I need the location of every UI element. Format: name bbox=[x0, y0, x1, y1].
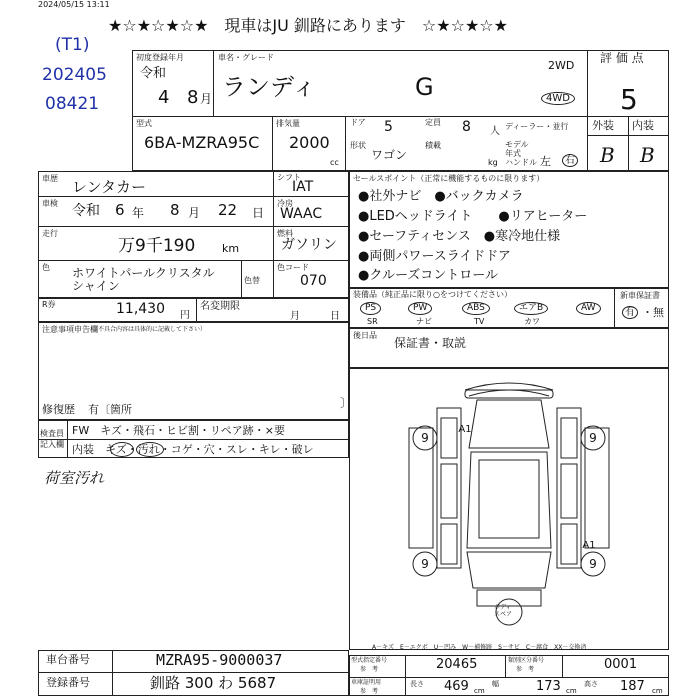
equipment-title: 装備品（純正品に限り○をつけてください） bbox=[353, 290, 512, 299]
first-reg-year: 4 bbox=[158, 87, 170, 108]
equip-airbag: エアB bbox=[514, 302, 548, 315]
mileage-unit: km bbox=[222, 242, 240, 255]
fuel-label: 燃料 bbox=[277, 229, 293, 238]
damage-legend: A－キズ E－エクボ U－凹み W－補修跡 S－サビ C－腐食 XX－交換済 bbox=[372, 644, 587, 651]
body-shape: ワゴン bbox=[371, 148, 408, 162]
interior-checklist: 内装 キズ・汚れ・コゲ・穴・スレ・キレ・破レ bbox=[72, 443, 314, 456]
recycle-label: R券 bbox=[42, 300, 56, 309]
capacity: 8 bbox=[462, 119, 471, 135]
cert-label: 車庫証明用 bbox=[351, 679, 382, 686]
chassis-number: MZRA95-9000037 bbox=[156, 651, 283, 669]
body-color: ホワイトパールクリスタル シャイン bbox=[72, 266, 215, 293]
model-code: 6BA-MZRA95C bbox=[144, 133, 260, 152]
repair-history-label: 修復歴 bbox=[42, 403, 75, 416]
stain-circle bbox=[136, 442, 164, 457]
color-code: 070 bbox=[300, 273, 327, 289]
warranty-yes: 有 bbox=[622, 306, 638, 319]
length-unit: cm bbox=[474, 687, 485, 695]
shift-label: シフト bbox=[277, 173, 301, 182]
loading-label: 積載 bbox=[425, 141, 441, 150]
name-change-day: 日 bbox=[330, 311, 340, 322]
registration-label: 登録番号 bbox=[46, 676, 90, 689]
warranty-no: ・無 bbox=[642, 306, 664, 319]
width: 173 bbox=[536, 679, 561, 694]
length-label: 長さ bbox=[410, 680, 424, 688]
drive-4wd: 4WD bbox=[541, 92, 575, 105]
fw-checklist: FW キズ・飛石・ヒビ割・リペア跡・×要 bbox=[72, 424, 285, 437]
inspector-label-2: 記入欄 bbox=[40, 440, 64, 449]
inspector-label-1: 検査員 bbox=[40, 429, 64, 438]
name-change-month: 月 bbox=[290, 311, 300, 322]
color-label: 色 bbox=[42, 263, 50, 272]
height-label: 高さ bbox=[584, 680, 598, 688]
name-change-label: 名変期限 bbox=[200, 301, 240, 312]
vehicle-history: レンタカー bbox=[72, 178, 147, 196]
sales-points-title: セールスポイント（正常に機能するものに限ります） bbox=[353, 174, 545, 183]
first-reg-label: 初度登録年月 bbox=[136, 53, 184, 62]
history-label: 車歴 bbox=[42, 174, 58, 183]
equip-navi: ナビ bbox=[416, 317, 432, 326]
handwritten-note: 荷室汚れ bbox=[44, 469, 105, 487]
air-conditioning: WAAC bbox=[280, 206, 323, 222]
dealer-label: ディーラー・並行 bbox=[505, 122, 569, 131]
type-number: 20465 bbox=[436, 657, 478, 672]
recycle-row bbox=[38, 298, 349, 322]
remarks-box bbox=[38, 322, 349, 420]
chassis-label: 車台番号 bbox=[46, 653, 90, 666]
cc-unit: cc bbox=[330, 158, 339, 167]
inspection-year: 6 bbox=[115, 201, 125, 219]
inspection-day-unit: 日 bbox=[252, 206, 265, 220]
shift: IAT bbox=[292, 179, 314, 195]
warranty-label: 新車保証書 bbox=[620, 291, 660, 300]
length: 469 bbox=[444, 679, 469, 694]
location-banner: ★☆★☆★☆★ 現車はJU 釧路にあります ☆★☆★☆★ bbox=[108, 16, 508, 35]
shape-label: 形状 bbox=[350, 141, 366, 150]
inspection-day: 22 bbox=[218, 201, 238, 219]
equip-tv: TV bbox=[474, 317, 485, 326]
class-number-label: 類別区分番号 bbox=[508, 657, 545, 664]
lot-number-line1: 202405 bbox=[42, 65, 107, 85]
handle-label: ハンドル bbox=[505, 158, 537, 167]
handle-right: 右 bbox=[562, 154, 578, 167]
mileage: 万9千190 bbox=[118, 236, 196, 256]
sales-point-3: ●セーフティセンス ●寒冷地仕様 bbox=[358, 229, 561, 244]
displacement-label: 排気量 bbox=[276, 119, 300, 128]
ac-label: 冷房 bbox=[277, 199, 293, 208]
capacity-unit: 人 bbox=[490, 126, 500, 137]
interior-label: 内装 bbox=[632, 119, 654, 132]
width-label: 幅 bbox=[492, 680, 499, 688]
first-reg-month: 8 bbox=[187, 87, 199, 108]
exterior-grade: B bbox=[600, 143, 615, 167]
remarks-sub: （不具合内容は具体的に記載して下さい） bbox=[92, 326, 207, 333]
wheel-mark-front-left: 9 bbox=[421, 431, 429, 445]
overall-score: 5 bbox=[620, 83, 638, 116]
inspection-label: 車検 bbox=[42, 199, 58, 208]
inspection-era: 令和 bbox=[72, 203, 100, 219]
damage-mark-front: A1 bbox=[458, 424, 472, 435]
spare-label: ボディ スペア bbox=[494, 604, 513, 618]
remarks-label: 注意事項申告欄 bbox=[42, 325, 98, 334]
after-items-label: 後日品 bbox=[353, 331, 377, 340]
sales-point-1: ●社外ナビ ●バックカメラ bbox=[358, 189, 524, 204]
car-grade: G bbox=[415, 73, 434, 101]
width-unit: cm bbox=[566, 687, 577, 695]
handle-left: 左 bbox=[540, 155, 551, 168]
height: 187 bbox=[620, 679, 645, 694]
car-name: ランディ bbox=[222, 73, 317, 101]
equip-pw: PW bbox=[408, 302, 432, 315]
recycle-unit: 円 bbox=[180, 310, 190, 321]
repaint-label: 色替 bbox=[244, 276, 260, 285]
model-year-label: モデル年式 bbox=[505, 140, 529, 158]
inspection-month-unit: 月 bbox=[188, 206, 201, 220]
loading-unit: kg bbox=[488, 158, 498, 167]
scratch-circle bbox=[110, 442, 134, 457]
height-unit: cm bbox=[652, 687, 663, 695]
sales-point-5: ●クルーズコントロール bbox=[358, 268, 499, 283]
registration-number: 釧路 300 わ 5687 bbox=[150, 674, 277, 692]
equip-abs: ABS bbox=[462, 302, 490, 315]
first-reg-era: 令和 bbox=[140, 66, 167, 81]
after-items: 保証書・取説 bbox=[394, 336, 467, 350]
type-ref: 参 考 bbox=[360, 666, 379, 673]
equip-ps: PS bbox=[360, 302, 381, 315]
door-count: 5 bbox=[384, 119, 393, 135]
wheel-mark-rear-right: 9 bbox=[589, 557, 597, 571]
type-number-label: 型式指定番号 bbox=[351, 657, 388, 664]
lot-number-line2: 08421 bbox=[45, 94, 100, 114]
model-label: 型式 bbox=[136, 119, 152, 128]
car-name-label: 車名・グレード bbox=[218, 53, 274, 62]
timestamp: 2024/05/15 13:11 bbox=[38, 0, 110, 9]
wheel-mark-rear-left: 9 bbox=[421, 557, 429, 571]
class-number: 0001 bbox=[604, 657, 638, 672]
class-ref: 参 考 bbox=[516, 666, 535, 673]
displacement: 2000 bbox=[289, 133, 330, 152]
recycle-fee: 11,430 bbox=[116, 301, 165, 317]
capacity-label: 定員 bbox=[425, 118, 441, 127]
first-reg-month-unit: 月 bbox=[200, 92, 213, 106]
exterior-label: 外装 bbox=[592, 119, 614, 132]
sales-point-2: ●LEDヘッドライト ●リアヒーター bbox=[358, 209, 588, 224]
equip-leather: カワ bbox=[524, 317, 540, 326]
door-label: ドア bbox=[350, 118, 366, 127]
equip-aw: AW bbox=[576, 302, 601, 315]
inspection-month: 8 bbox=[170, 201, 180, 219]
drive-2wd: 2WD bbox=[548, 59, 575, 72]
damage-mark-rear: A1 bbox=[582, 540, 596, 551]
score-label: 評 価 点 bbox=[600, 51, 644, 65]
fuel: ガソリン bbox=[281, 237, 337, 253]
interior-grade: B bbox=[640, 143, 655, 167]
inspection-year-unit: 年 bbox=[132, 206, 145, 220]
color-code-label: 色コード bbox=[277, 263, 309, 272]
lot-prefix: (T1) bbox=[55, 35, 90, 55]
wheel-mark-front-right: 9 bbox=[589, 431, 597, 445]
sales-point-4: ●両側パワースライドドア bbox=[358, 249, 511, 264]
mileage-label: 走行 bbox=[42, 229, 58, 238]
equip-sr: SR bbox=[367, 317, 378, 326]
cert-ref: 参 考 bbox=[360, 688, 379, 695]
repair-history-value: 有〔箇所 bbox=[88, 403, 132, 416]
